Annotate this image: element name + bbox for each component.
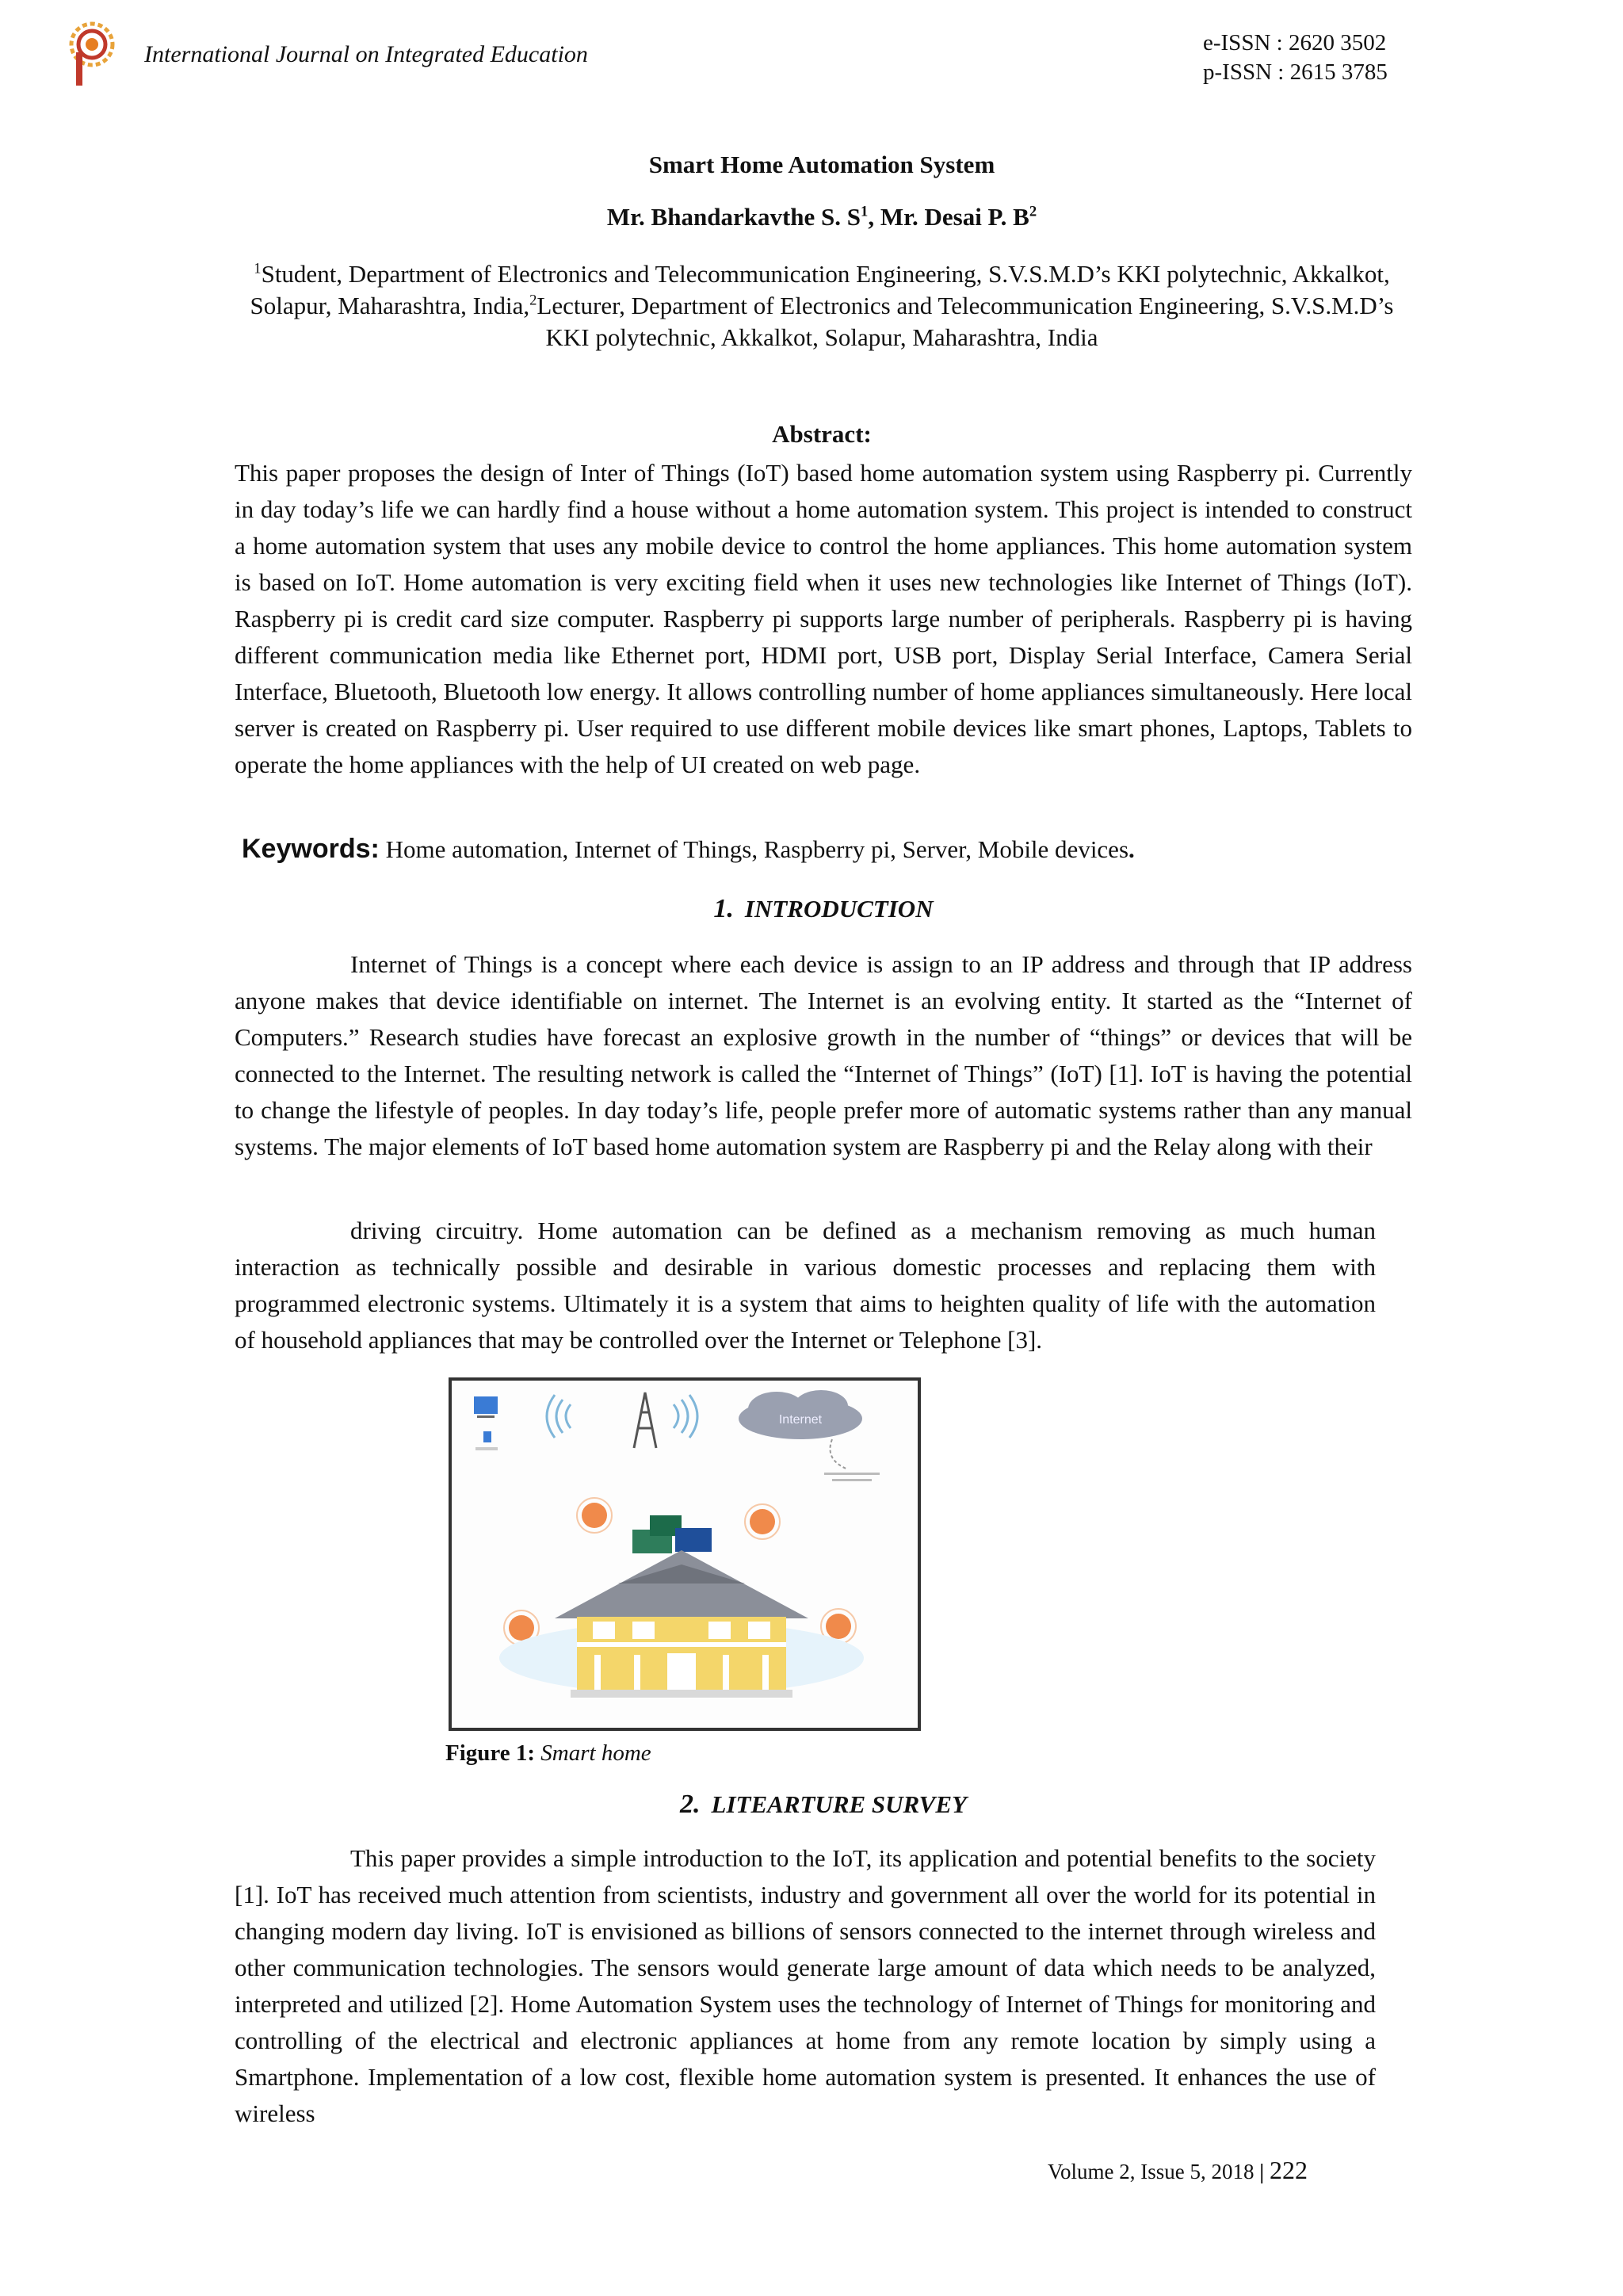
p-issn: p-ISSN : 2615 3785 (1203, 59, 1388, 85)
keywords-text: Home automation, Internet of Things, Raspberry pi, Server, Mobile devices (379, 835, 1129, 863)
affil-sup-2: 2 (529, 292, 537, 309)
section-2-heading (235, 1790, 1412, 1820)
section-1-number: 1. (713, 894, 734, 923)
keywords-label: Keywords: (242, 834, 380, 864)
wifi-right-icon (674, 1395, 697, 1438)
appliance-icon-2 (750, 1509, 775, 1534)
e-issn: e-ISSN : 2620 3502 (1203, 30, 1387, 55)
author-line (235, 203, 1409, 231)
author-2-sup: 2 (1029, 203, 1037, 220)
author-separator: , (868, 203, 880, 231)
keywords-line (242, 834, 1135, 865)
issn-block (1203, 29, 1388, 87)
section-2-title: LITEARTURE SURVEY (711, 1790, 967, 1818)
figure-caption (445, 1740, 651, 1767)
laptop-icon (474, 1396, 498, 1414)
section-2-number: 2. (680, 1790, 701, 1819)
footer-separator: | (1254, 2160, 1270, 2183)
abstract-heading: Abstract: (772, 420, 872, 448)
paper-title: Smart Home Automation System (648, 151, 995, 178)
appliance-icon-4 (826, 1614, 851, 1639)
keywords-end: . (1128, 835, 1135, 863)
figure-label: Figure 1: (445, 1740, 536, 1766)
tower-icon (634, 1392, 656, 1448)
wifi-left-icon (547, 1395, 571, 1438)
affil-2: Lecturer, Department of Electronics and Telecommunication Engineering, S.V.S.M.D’s KKI polytechnic, Akkalkot, Solapur, Maharashtra, India (537, 292, 1394, 351)
intro-paragraph-1: Internet of Things is a concept where each device is assign to an IP address and through that IP address anyone makes that device identifiable on internet. The Internet is an evolving entity. It started as the “Internet of Computers.” Research studies have forecast an explosive growth in the number of “things” or devices that will be connected to the Internet. The resulting network is called the “Internet of Things” (IoT) [1]. IoT is having the potential to change the lifestyle of peoples. In day today’s life, people prefer more of automatic systems rather than any manual systems. The major elements of IoT based home automation system are Raspberry pi and the Relay along with their (235, 950, 1412, 1160)
affil-1: Student, Department of Electronics and Telecommunication Engineering, S.V.S.M.D’s KKI polytechnic, Akkalkot, Solapur, Maharashtra, India, (250, 260, 1390, 319)
house-icon (555, 1550, 808, 1698)
smart-home-figure (449, 1377, 921, 1731)
affiliations (235, 258, 1409, 353)
journal-logo-icon (65, 21, 122, 89)
smart-home-illustration (452, 1381, 918, 1728)
section-1-title: INTRODUCTION (744, 895, 934, 923)
cloud-label: Internet (778, 1413, 823, 1427)
author-1: Mr. Bhandarkavthe S. S (606, 203, 861, 231)
journal-name: International Journal on Integrated Education (144, 41, 588, 67)
intro-paragraph-2: driving circuitry. Home automation can be defined as a mechanism removing as much human interaction as technically possible and desirable in various domestic processes and replacing them with programmed electronic systems. Ultimately it is a system that aims to heighten quality of life with the automation of household appliances that may be controlled over the Internet or Telephone [3]. (235, 1217, 1376, 1354)
footer-volume: Volume 2, Issue 5, 2018 (1048, 2160, 1254, 2183)
appliance-icon-1 (582, 1503, 607, 1528)
figure-caption-text: Smart home (535, 1740, 651, 1766)
author-1-sup: 1 (861, 203, 869, 220)
section-1-heading (235, 894, 1412, 924)
internet-cloud-icon (739, 1390, 862, 1439)
affil-sup-1: 1 (254, 260, 262, 277)
page-number: 222 (1269, 2156, 1308, 2184)
author-2: Mr. Desai P. B (880, 203, 1029, 231)
survey-paragraph-1: This paper provides a simple introduction to the IoT, its application and potential benefits to the society [1]. IoT has received much attention from scientists, industry and government all over the world for its potential in changing modern day living. IoT is envisioned as billions of sensors connected to the internet through wireless and other communication technologies. The sensors would generate large amount of data which needs to be analyzed, interpreted and utilized [2]. Home Automation System uses the technology of Internet of Things for monitoring and controlling of the electrical and electronic appliances at home from any remote location by simply using a Smartphone. Implementation of a low cost, flexible home automation system is presented. It enhances the use of wireless (235, 1844, 1376, 2127)
appliance-icon-3 (509, 1615, 534, 1641)
abstract-text: This paper proposes the design of Inter of Things (IoT) based home automation system using Raspberry pi. Currently in day today’s life we can hardly find a house without a home automation system. This project is intended to construct a home automation system that uses any mobile device to control the home appliances. This home automation system is based on IoT. Home automation is very exciting field when it uses new technologies like Internet of Things (IoT). Raspberry pi is credit card size computer. Raspberry pi supports large number of peripherals. Raspberry pi is having different communication media like Ethernet port, HDMI port, USB port, Display Serial Interface, Camera Serial Interface, Bluetooth, Bluetooth low energy. It allows controlling number of home appliances simultaneously. Here local server is created on Raspberry pi. User required to use different mobile devices like smart phones, Laptops, Tablets to operate the home appliances with the help of UI created on web page. (235, 459, 1412, 778)
phone-icon (483, 1431, 491, 1442)
page-footer (1048, 2156, 1308, 2185)
